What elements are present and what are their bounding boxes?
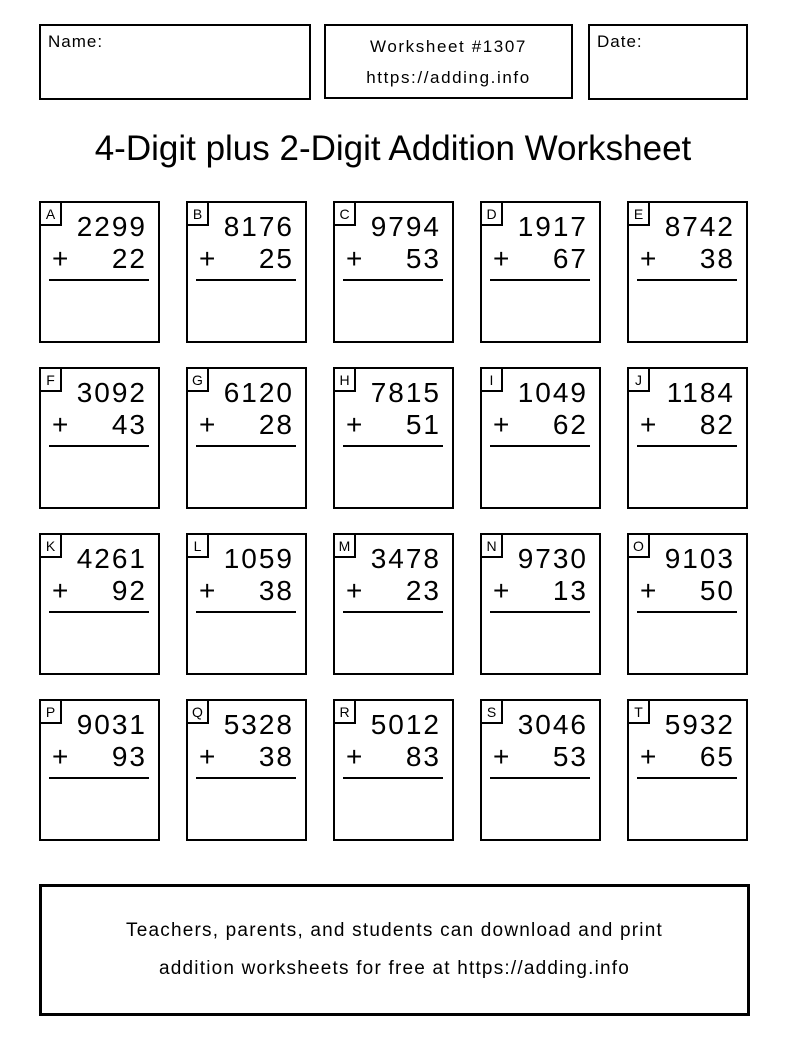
answer-space <box>41 779 158 837</box>
problem-top-addend: 9103 <box>664 543 735 574</box>
problem-top-addend: 4261 <box>76 543 147 574</box>
problem-bottom-addend: 92 <box>111 575 147 606</box>
plus-operator: + <box>493 409 510 440</box>
answer-space <box>41 281 158 339</box>
problem-second-row <box>199 574 294 607</box>
problem-bottom-addend: 67 <box>552 243 588 274</box>
problem-second-row <box>493 242 588 275</box>
problem-top-addend: 9794 <box>370 211 441 242</box>
problem-bottom-addend: 28 <box>258 409 294 440</box>
answer-space <box>335 447 452 505</box>
worksheet-url: https://adding.info <box>366 67 531 87</box>
problem-bottom-addend: 43 <box>111 409 147 440</box>
answer-space <box>629 281 746 339</box>
problem-letter-badge: D <box>482 203 503 226</box>
problem-second-row <box>52 408 147 441</box>
answer-space <box>335 281 452 339</box>
problem-second-row <box>640 740 735 773</box>
plus-operator: + <box>199 409 216 440</box>
problem-top-addend: 7815 <box>370 377 441 408</box>
problem-letter-badge: K <box>41 535 62 558</box>
problem-top-addend: 9031 <box>76 709 147 740</box>
problem-card <box>480 201 601 343</box>
worksheet-info-box <box>324 24 573 99</box>
problem-bottom-addend: 38 <box>258 741 294 772</box>
problem-second-row <box>493 740 588 773</box>
problem-second-row <box>640 574 735 607</box>
problem-second-row <box>199 408 294 441</box>
problem-card <box>39 533 160 675</box>
plus-operator: + <box>493 741 510 772</box>
problem-letter-badge: G <box>188 369 209 392</box>
answer-space <box>188 613 305 671</box>
problem-card <box>333 533 454 675</box>
plus-operator: + <box>52 575 69 606</box>
problem-second-row <box>346 242 441 275</box>
answer-space <box>41 613 158 671</box>
problem-top-addend: 3046 <box>517 709 588 740</box>
problem-second-row <box>346 574 441 607</box>
worksheet-number: Worksheet #1307 <box>370 36 527 56</box>
problem-top-addend: 8176 <box>223 211 294 242</box>
problem-bottom-addend: 82 <box>699 409 735 440</box>
problem-card <box>39 201 160 343</box>
problem-bottom-addend: 53 <box>405 243 441 274</box>
problem-card <box>627 367 748 509</box>
problem-letter-badge: N <box>482 535 503 558</box>
problem-card <box>39 699 160 841</box>
footer-line-2: addition worksheets for free at https://adding.info <box>159 958 630 979</box>
problem-top-addend: 8742 <box>664 211 735 242</box>
problem-bottom-addend: 38 <box>258 575 294 606</box>
plus-operator: + <box>199 575 216 606</box>
answer-space <box>188 281 305 339</box>
problem-bottom-addend: 23 <box>405 575 441 606</box>
problem-top-addend: 2299 <box>76 211 147 242</box>
answer-space <box>482 613 599 671</box>
plus-operator: + <box>199 243 216 274</box>
plus-operator: + <box>346 409 363 440</box>
problem-letter-badge: Q <box>188 701 209 724</box>
problem-letter-badge: F <box>41 369 62 392</box>
problem-card <box>186 367 307 509</box>
problem-top-addend: 1917 <box>517 211 588 242</box>
problem-second-row <box>199 242 294 275</box>
problem-card <box>333 201 454 343</box>
problem-letter-badge: A <box>41 203 62 226</box>
problem-top-addend: 1184 <box>666 377 735 408</box>
footer-box <box>39 884 750 1016</box>
problem-second-row <box>346 740 441 773</box>
plus-operator: + <box>52 741 69 772</box>
problem-card <box>186 201 307 343</box>
problem-letter-badge: H <box>335 369 356 392</box>
problem-card <box>480 699 601 841</box>
problem-letter-badge: B <box>188 203 209 226</box>
problem-bottom-addend: 22 <box>111 243 147 274</box>
problem-card <box>627 201 748 343</box>
problem-letter-badge: I <box>482 369 503 392</box>
problem-card <box>480 533 601 675</box>
problem-top-addend: 1059 <box>223 543 294 574</box>
name-field-box <box>39 24 311 100</box>
problem-top-addend: 1049 <box>517 377 588 408</box>
problem-top-addend: 5328 <box>223 709 294 740</box>
problem-card <box>186 699 307 841</box>
problem-second-row <box>52 740 147 773</box>
plus-operator: + <box>346 243 363 274</box>
problem-card <box>333 367 454 509</box>
problem-second-row <box>493 408 588 441</box>
answer-space <box>335 779 452 837</box>
name-label: Name: <box>48 32 104 51</box>
plus-operator: + <box>199 741 216 772</box>
problem-letter-badge: L <box>188 535 209 558</box>
problem-bottom-addend: 25 <box>258 243 294 274</box>
plus-operator: + <box>640 409 657 440</box>
problem-letter-badge: J <box>629 369 650 392</box>
plus-operator: + <box>346 575 363 606</box>
problem-top-addend: 6120 <box>223 377 294 408</box>
problem-second-row <box>199 740 294 773</box>
problem-bottom-addend: 83 <box>405 741 441 772</box>
answer-space <box>482 779 599 837</box>
problem-bottom-addend: 93 <box>111 741 147 772</box>
problem-letter-badge: S <box>482 701 503 724</box>
problem-bottom-addend: 50 <box>699 575 735 606</box>
problem-second-row <box>640 408 735 441</box>
problem-top-addend: 9730 <box>517 543 588 574</box>
problem-letter-badge: R <box>335 701 356 724</box>
problem-bottom-addend: 53 <box>552 741 588 772</box>
problem-second-row <box>493 574 588 607</box>
problem-letter-badge: T <box>629 701 650 724</box>
problem-bottom-addend: 51 <box>405 409 441 440</box>
problem-letter-badge: P <box>41 701 62 724</box>
answer-space <box>188 447 305 505</box>
answer-space <box>482 447 599 505</box>
answer-space <box>629 447 746 505</box>
problem-card <box>39 367 160 509</box>
problem-top-addend: 3478 <box>370 543 441 574</box>
plus-operator: + <box>52 409 69 440</box>
plus-operator: + <box>52 243 69 274</box>
plus-operator: + <box>640 575 657 606</box>
problem-bottom-addend: 13 <box>552 575 588 606</box>
date-field-box <box>588 24 748 100</box>
plus-operator: + <box>346 741 363 772</box>
problem-card <box>627 533 748 675</box>
problem-top-addend: 5012 <box>370 709 441 740</box>
problems-grid <box>39 201 748 841</box>
plus-operator: + <box>640 741 657 772</box>
problem-second-row <box>346 408 441 441</box>
plus-operator: + <box>493 575 510 606</box>
problem-bottom-addend: 62 <box>552 409 588 440</box>
footer-line-1: Teachers, parents, and students can download and print <box>126 920 663 941</box>
plus-operator: + <box>640 243 657 274</box>
answer-space <box>629 613 746 671</box>
problem-second-row <box>640 242 735 275</box>
plus-operator: + <box>493 243 510 274</box>
problem-card <box>333 699 454 841</box>
date-label: Date: <box>597 32 643 51</box>
problem-card <box>186 533 307 675</box>
problem-letter-badge: O <box>629 535 650 558</box>
problem-bottom-addend: 38 <box>699 243 735 274</box>
problem-card <box>480 367 601 509</box>
page-title: 4-Digit plus 2-Digit Addition Worksheet <box>94 129 692 168</box>
answer-space <box>335 613 452 671</box>
problem-letter-badge: C <box>335 203 356 226</box>
problem-bottom-addend: 65 <box>699 741 735 772</box>
answer-space <box>629 779 746 837</box>
problem-top-addend: 5932 <box>664 709 735 740</box>
answer-space <box>41 447 158 505</box>
problem-letter-badge: E <box>629 203 650 226</box>
problem-second-row <box>52 242 147 275</box>
problem-card <box>627 699 748 841</box>
answer-space <box>188 779 305 837</box>
problem-top-addend: 3092 <box>76 377 147 408</box>
problem-second-row <box>52 574 147 607</box>
answer-space <box>482 281 599 339</box>
problem-letter-badge: M <box>335 535 356 558</box>
